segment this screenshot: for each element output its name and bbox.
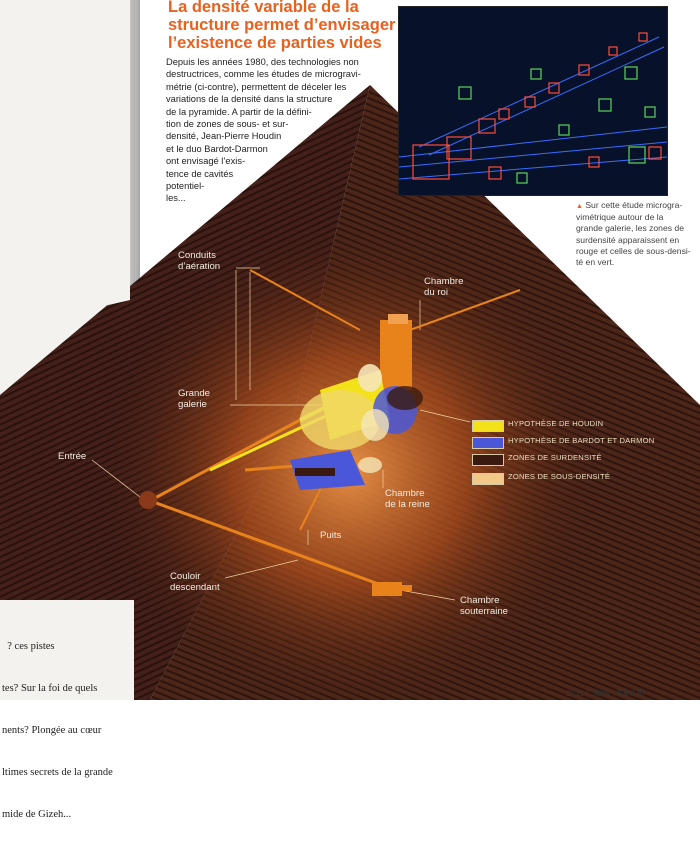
label-line: Conduits [178, 250, 216, 261]
surdensity-zones [413, 33, 661, 179]
label-line: galerie [178, 399, 207, 410]
footer-brand: S&V [617, 688, 635, 698]
label-line: d’aération [178, 261, 221, 272]
headline-line: l’existence de parties vides [168, 34, 382, 52]
left-page-line: ltimes secrets de la grande [2, 767, 113, 778]
legend-item [472, 418, 692, 432]
legend-item [472, 471, 692, 485]
intro-line: potentiel- [166, 181, 205, 192]
microgravimetry-image [399, 7, 667, 195]
caption-line: surdensité apparaissent en [576, 234, 680, 245]
intro-line: variations de la densité dans la structure [166, 94, 333, 105]
intro-line: les... [166, 193, 186, 204]
caption-line: vimétrique autour de la [576, 212, 664, 223]
legend-swatch [472, 420, 504, 432]
legend-label: ZONES DE SOUS-DENSITÉ [508, 472, 611, 481]
label-chambre-souterraine [460, 595, 508, 617]
label-entree: Entrée [58, 451, 87, 462]
intro-line: tence de cavités [166, 168, 234, 179]
label-conduits [178, 250, 220, 272]
label-line: du roi [424, 287, 448, 298]
legend-label: HYPOTHÈSE DE BARDOT ET DARMON [508, 436, 655, 445]
caption-line: grande galerie, les zones de [576, 223, 684, 234]
legend-swatch [472, 437, 504, 449]
legend-item [472, 452, 692, 466]
label-line: Chambre [460, 595, 500, 606]
label-couloir [170, 571, 220, 593]
left-page-line: tes? Sur la foi de quels [2, 683, 98, 694]
legend-item [472, 435, 692, 449]
legend-label: ZONES DE SURDENSITÉ [508, 453, 602, 462]
intro-line: de la pyramide. A partir de la défini- [166, 106, 312, 117]
headline-line: structure permet d’envisager [168, 16, 396, 34]
intro-line: tion de zones de sous- et sur- [166, 119, 289, 130]
label-chambre-roi [424, 276, 463, 298]
label-chambre-reine [385, 488, 430, 510]
label-line: Couloir [170, 571, 201, 582]
label-puits: Puits [320, 530, 342, 541]
intro-line: Depuis les années 1980, des technologies non [166, 57, 359, 67]
intro-paragraph [166, 56, 376, 205]
legend-swatch [472, 473, 504, 485]
intro-line: ont envisagé l’exis- [166, 156, 246, 167]
label-line: Chambre [385, 488, 425, 499]
intro-line: métrie (ci-contre), permettent de déceler les [166, 81, 347, 92]
page-footer [566, 688, 646, 698]
footer-date: 2011 | JUIN | [566, 688, 615, 698]
triangle-bullet-icon: ▲ [576, 203, 583, 210]
intro-line: et le duo Bardot-Darmon [166, 143, 268, 154]
label-line: de la reine [385, 499, 430, 510]
left-page-line: nents? Plongée au cœur [2, 725, 102, 736]
left-page-line: mide de Gizeh... [2, 809, 72, 820]
legend-swatch [472, 454, 504, 466]
intro-line: destructrices, comme les études de microgravi- [166, 69, 361, 80]
label-line: Chambre [424, 276, 464, 287]
headline-line: La densité variable de la [168, 0, 359, 16]
left-page-line: ? ces pistes [2, 641, 55, 652]
label-line: descendant [170, 582, 220, 593]
inset-caption [576, 200, 694, 268]
footer-page-number: 87 [636, 688, 647, 698]
caption-line: Sur cette étude microgra- [585, 200, 683, 210]
left-page-text [2, 612, 132, 850]
label-line: souterraine [460, 606, 508, 617]
caption-line: rouge et celles de sous-densi- [576, 245, 691, 256]
legend-label: HYPOTHÈSE DE HOUDIN [508, 419, 604, 428]
label-grande-galerie [178, 388, 210, 410]
caption-line: té en vert. [576, 257, 615, 268]
article-headline [168, 0, 398, 52]
microgravimetry-inset [398, 6, 668, 196]
intro-line: densité, Jean-Pierre Houdin [166, 131, 282, 142]
label-line: Grande [178, 388, 210, 399]
